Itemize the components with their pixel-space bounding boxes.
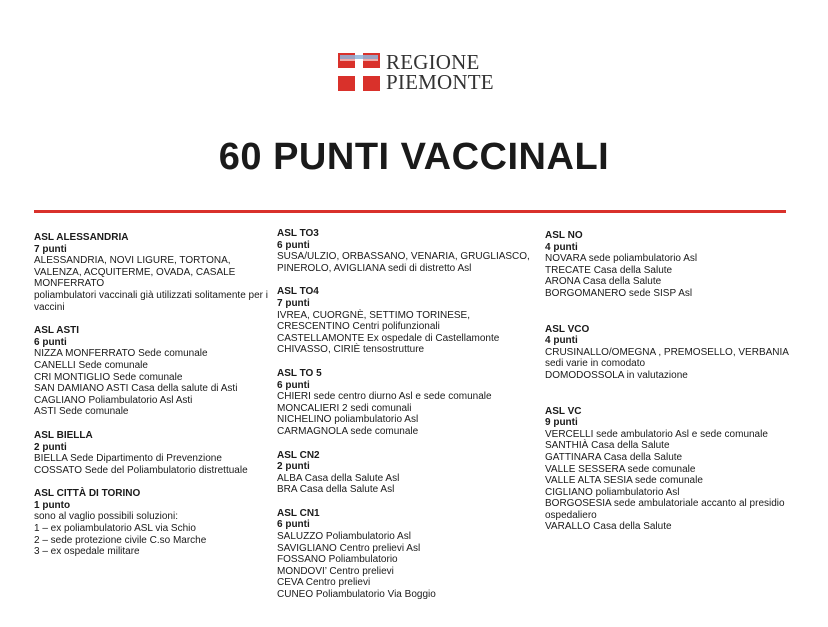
asl-name: ASL ALESSANDRIA — [34, 232, 129, 243]
asl-location: IVREA, CUORGNÈ, SETTIMO TORINESE, CRESCENTINO Centri polifunzionali — [277, 309, 470, 333]
asl-name: ASL BIELLA — [34, 429, 93, 441]
column-2 — [277, 228, 537, 601]
asl-location: ALESSANDRIA, NOVI LIGURE, TORTONA, VALENZA, ACQUITERME, OVADA, CASALE MONFERRATO — [34, 255, 236, 290]
logo-line-2: PIEMONTE — [386, 70, 494, 94]
asl-location: NICHELINO poliambulatorio Asl — [277, 414, 419, 426]
logo-line-1: REGIONE — [386, 50, 480, 74]
asl-location: COSSATO Sede del Poliambulatorio distrettuale — [34, 464, 248, 476]
asl-name: ASL CN1 — [277, 507, 320, 519]
title-divider — [34, 210, 786, 213]
asl-count: 6 punti — [277, 379, 310, 391]
asl-location: NOVARA sede poliambulatorio Asl — [545, 253, 698, 265]
asl-name: ASL VC — [545, 405, 582, 417]
asl-location: BORGOSESIA sede ambulatoriale accanto al presidio ospedaliero — [545, 498, 785, 521]
asl-location: ASTI Sede comunale — [34, 406, 129, 418]
asl-count: 6 punti — [277, 519, 310, 531]
regione-piemonte-logo — [338, 52, 494, 92]
page-title: 60 PUNTI VACCINALI — [218, 136, 610, 178]
asl-location: BORGOMANERO sede SISP Asl — [545, 287, 693, 299]
asl-location: VALLE ALTA SESIA sede comunale — [545, 475, 703, 487]
asl-count: 2 punti — [34, 441, 67, 453]
asl-name: ASL NO — [545, 230, 583, 241]
asl-name: ASL TO 5 — [277, 367, 322, 379]
column-3 — [545, 230, 805, 533]
piemonte-crest-icon — [338, 53, 380, 91]
asl-section — [277, 508, 537, 601]
asl-location: SAN DAMIANO ASTI Casa della salute di Asti — [34, 383, 238, 395]
asl-count: 1 punto — [34, 499, 71, 511]
asl-location: SALUZZO Poliambulatorio Asl — [277, 531, 411, 543]
asl-location: VALLE SESSERA sede comunale — [545, 463, 696, 475]
asl-count: 4 punti — [545, 241, 578, 253]
asl-location: DOMODOSSOLA in valutazione — [545, 369, 688, 381]
asl-location: SANTHIÀ Casa della Salute — [545, 440, 670, 452]
asl-count: 4 punti — [545, 335, 578, 347]
asl-count: 7 punti — [277, 297, 310, 309]
asl-section — [34, 232, 269, 313]
asl-location: CRI MONTIGLIO Sede comunale — [34, 371, 183, 383]
asl-name: ASL VCO — [545, 323, 590, 335]
asl-location: SAVIGLIANO Centro prelievi Asl — [277, 542, 421, 554]
asl-name: ASL ASTI — [34, 325, 80, 337]
asl-location: ALBA Casa della Salute Asl — [277, 472, 400, 484]
asl-section — [34, 325, 269, 418]
asl-location: CUNEO Poliambulatorio Via Boggio — [277, 589, 436, 601]
asl-location: VARALLO Casa della Salute — [545, 521, 672, 533]
asl-location: 2 – sede protezione civile C.so Marche — [34, 534, 207, 546]
asl-location: CHIVASSO, CIRIÈ tensostrutture — [277, 344, 425, 356]
asl-location: 3 – ex ospedale militare — [34, 546, 140, 558]
asl-section — [545, 230, 805, 300]
asl-location: CIGLIANO poliambulatorio Asl — [545, 486, 680, 498]
asl-count: 7 punti — [34, 243, 67, 255]
asl-section — [34, 430, 269, 476]
asl-location: GATTINARA Casa della Salute — [545, 451, 683, 463]
asl-name: ASL CN2 — [277, 449, 320, 461]
asl-section — [277, 450, 537, 496]
asl-count: 6 punti — [34, 336, 67, 348]
asl-section — [545, 406, 805, 534]
asl-location: poliambulatori vaccinali già utilizzati solitamente per i vaccini — [34, 289, 268, 313]
asl-section — [277, 228, 537, 274]
asl-name: ASL CITTÀ DI TORINO — [34, 488, 141, 500]
asl-location: CANELLI Sede comunale — [34, 359, 148, 371]
asl-section — [34, 488, 269, 558]
asl-count: 9 punti — [545, 417, 578, 429]
asl-section — [277, 368, 537, 438]
asl-location: 1 – ex poliambulatorio ASL via Schio — [34, 523, 196, 535]
asl-location: sono al vaglio possibili soluzioni: — [34, 511, 178, 523]
asl-location: MONDOVI’ Centro prelievi — [277, 565, 394, 577]
asl-location: ARONA Casa della Salute — [545, 276, 662, 288]
asl-location: BIELLA Sede Dipartimento di Prevenzione — [34, 453, 222, 465]
asl-location: CEVA Centro prelievi — [277, 577, 371, 589]
asl-location: CAGLIANO Poliambulatorio Asl Asti — [34, 394, 193, 406]
asl-location: SUSA/ULZIO, ORBASSANO, VENARIA, GRUGLIASCO, PINEROLO, AVIGLIANA sedi di distretto Asl — [277, 251, 530, 274]
asl-location: CHIERI sede centro diurno Asl e sede comunale — [277, 391, 492, 403]
logo-text — [386, 52, 494, 92]
asl-section — [277, 286, 537, 356]
asl-location: FOSSANO Poliambulatorio — [277, 554, 398, 566]
column-1 — [34, 232, 269, 558]
asl-location: NIZZA MONFERRATO Sede comunale — [34, 348, 208, 360]
asl-location: CRUSINALLO/OMEGNA , PREMOSELLO, VERBANIA sedi varie in comodato — [545, 346, 789, 370]
asl-count: 6 punti — [277, 239, 310, 251]
asl-section — [545, 324, 805, 382]
asl-count: 2 punti — [277, 461, 310, 473]
asl-location: CASTELLAMONTE Ex ospedale di Castellamonte — [277, 332, 500, 344]
asl-location: BRA Casa della Salute Asl — [277, 484, 395, 496]
asl-location: TRECATE Casa della Salute — [545, 264, 673, 276]
asl-name: ASL TO3 — [277, 228, 319, 239]
asl-name: ASL TO4 — [277, 286, 319, 298]
asl-location: CARMAGNOLA sede comunale — [277, 425, 419, 437]
asl-location: MONCALIERI 2 sedi comunali — [277, 402, 412, 414]
asl-location: VERCELLI sede ambulatorio Asl e sede comunale — [545, 428, 768, 440]
